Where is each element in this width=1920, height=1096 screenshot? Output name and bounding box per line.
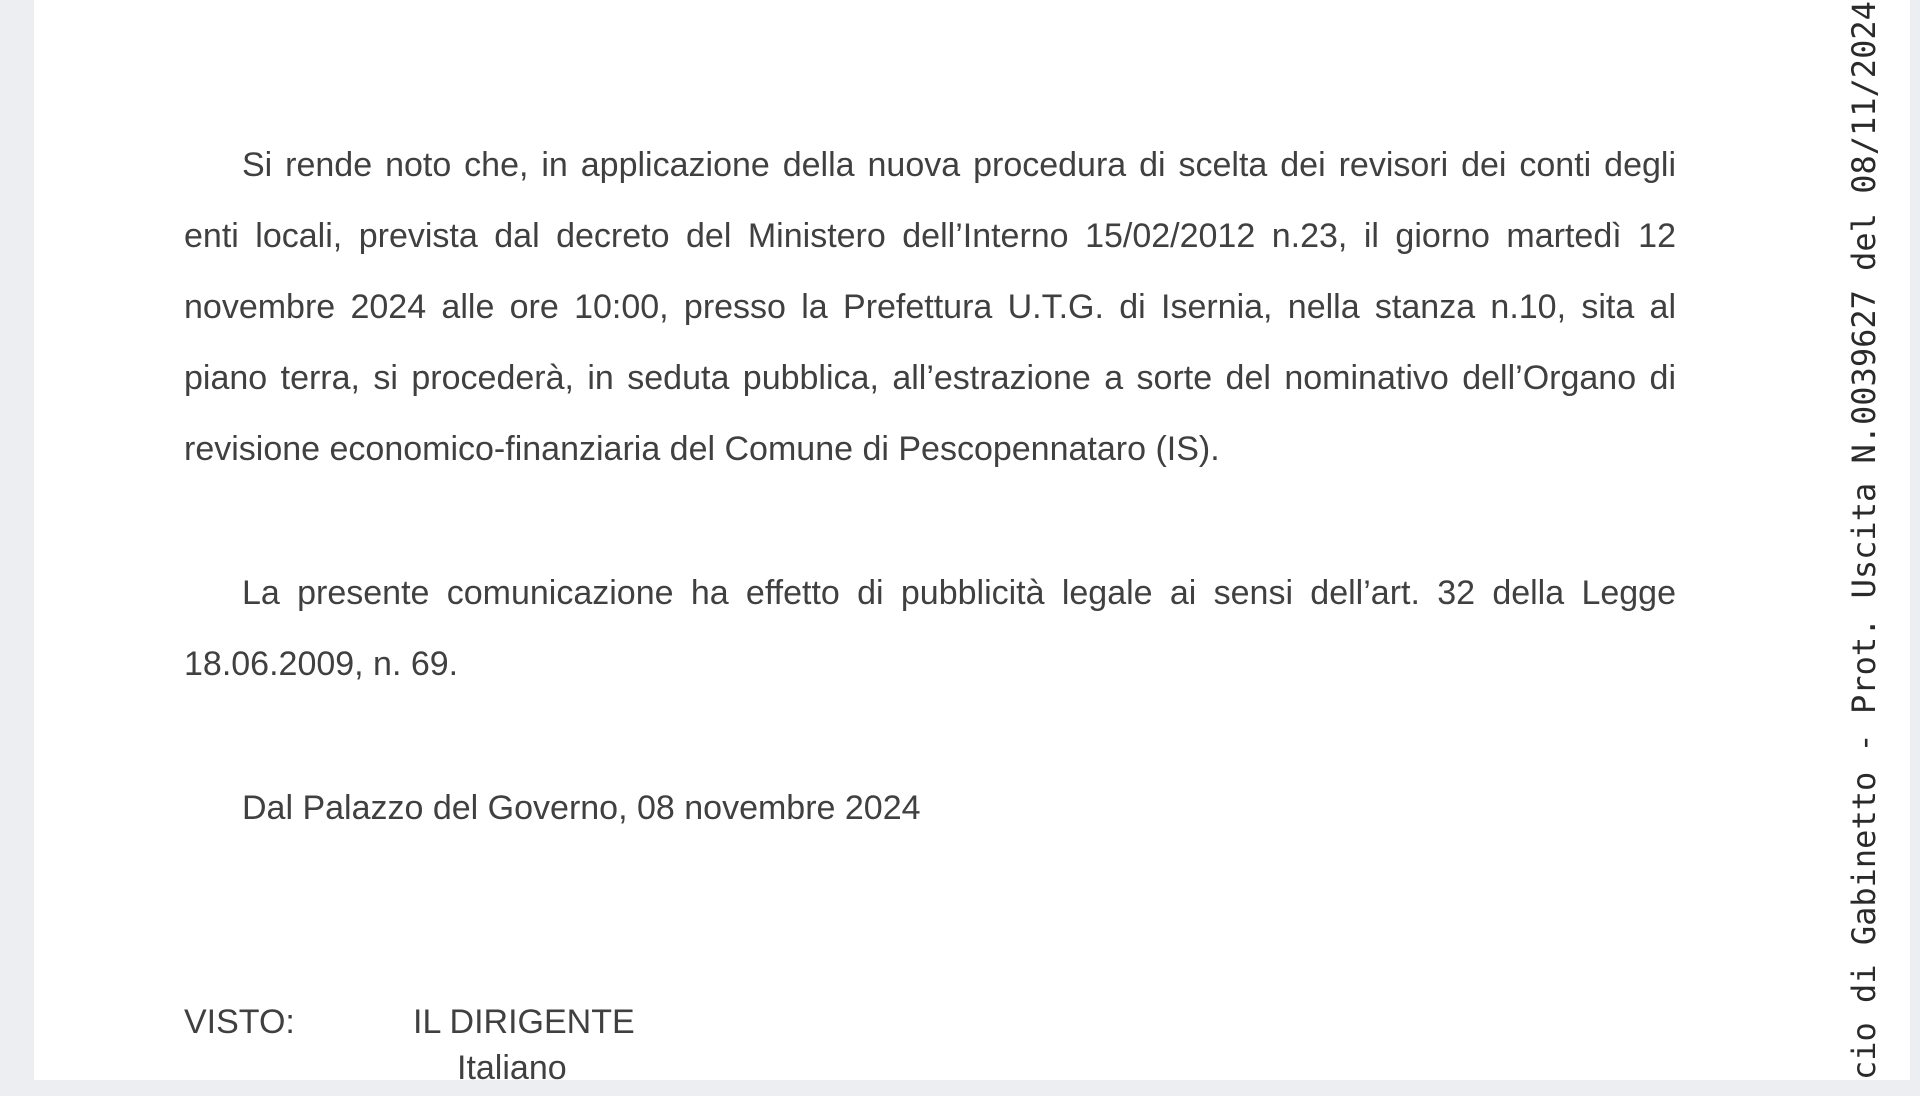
visto-label: VISTO: — [184, 1003, 295, 1041]
paragraph-legal-notice: La presente comunicazione ha effetto di pubblicità legale ai sensi dell’art. 32 della Legge 18.06.2009, n. 69. — [184, 574, 1676, 683]
protocol-stamp-container — [1834, 0, 1894, 1080]
signatory-name: Italiano — [457, 1049, 567, 1087]
date-line: Dal Palazzo del Governo, 08 novembre 2024 — [242, 789, 921, 827]
protocol-stamp: cio di Gabinetto - Prot. Uscita N.0039627 del 08/11/2024 — [1845, 1, 1883, 1080]
document-page — [34, 0, 1910, 1087]
paragraph-notice: Si rende noto che, in applicazione della nuova procedura di scelta dei revisori dei conti degli enti locali, prevista dal decreto del Ministero dell’Interno 15/02/2012 n.23, il giorno martedì 12 novembre 2024 alle ore 10:00, presso la Prefettura U.T.G. di Isernia, nella stanza n.10, sita al piano terra, si procederà, in seduta pubblica, all’estrazione a sorte del nominativo dell’Organo di revisione economico-finanziaria del Comune di Pescopennataro (IS). — [184, 146, 1676, 468]
signatory-title: IL DIRIGENTE — [413, 1003, 635, 1041]
